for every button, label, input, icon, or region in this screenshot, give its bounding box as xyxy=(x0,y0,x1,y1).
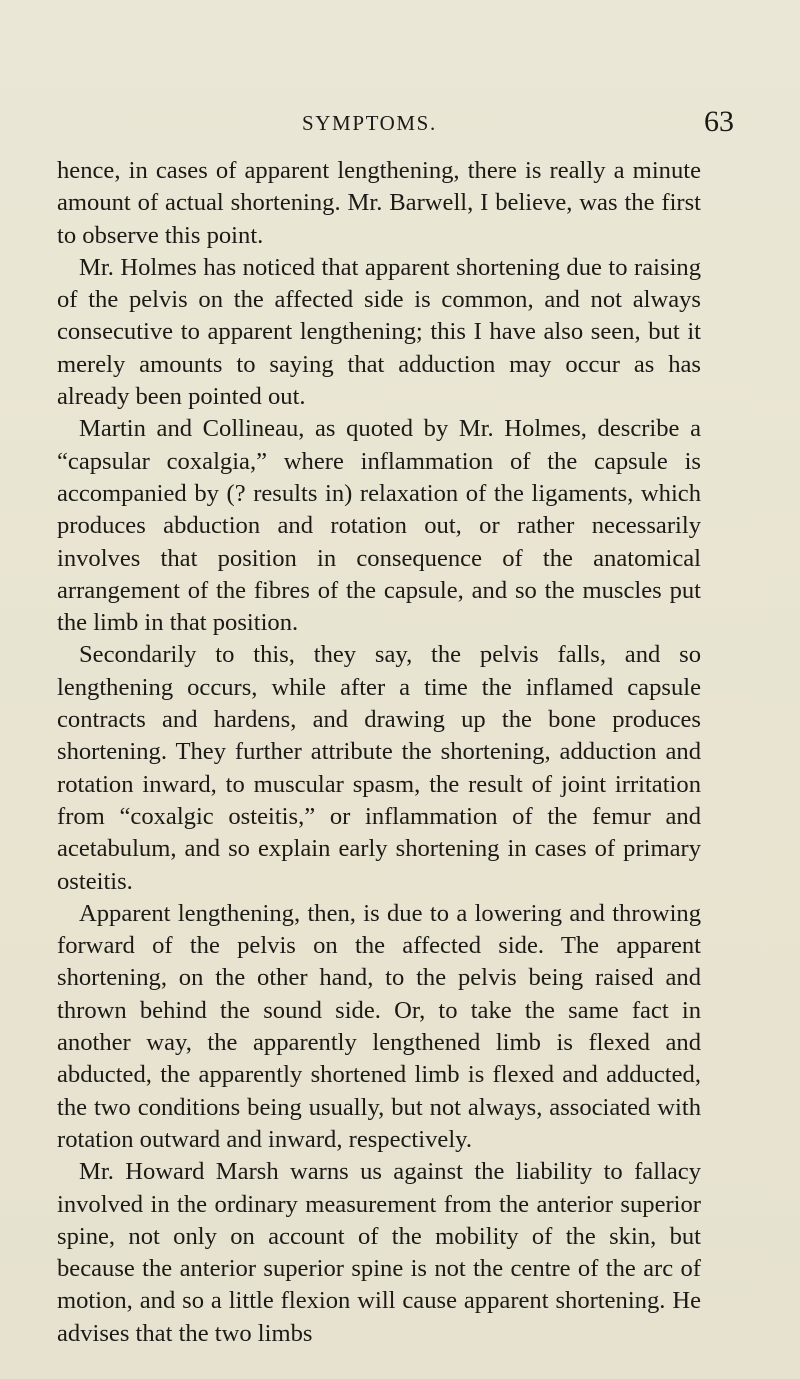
paragraph-howard-marsh: Mr. Howard Marsh warns us against the liability to fallacy involved in the ordinary measurement from the anterior superior spine, not only on account of the mobility of the skin, but because the anterior superior spine is not the centre of the arc of motion, and so a little flexion will cause apparent shortening. He advises that the two limbs xyxy=(57,1158,701,1347)
page-number: 63 xyxy=(704,105,734,138)
paragraph-apparent-lengthening: Apparent lengthening, then, is due to a lowering and throwing forward of the pelvis on the affected side. The apparent shortening, on the other hand, to the pelvis being raised and thrown behind the sound side. Or, to take the same fact in another way, the apparently lengthened limb is flexed and abducted, the apparently shortened limb is flexed and adducted, the two conditions being usually, but not always, associated with rotation outward and inward, respectively. xyxy=(57,899,701,1153)
paragraph-secondarily: Secondarily to this, they say, the pelvis falls, and so lengthening occurs, while after a time the inflamed capsule contracts and hardens, and drawing up the bone produces shortening. They further attribute the shortening, adduction and rotation inward, to muscular spasm, the result of joint irritation from “coxalgic osteitis,” or inflammation of the femur and acetabulum, and so explain early shortening in cases of primary osteitis. xyxy=(57,641,701,895)
body-text xyxy=(57,155,701,1350)
running-title: SYMPTOMS. xyxy=(302,111,437,135)
paragraph-continuation: hence, in cases of apparent lengthening, there is really a minute amount of actual shortening. Mr. Barwell, I believe, was the first to observe this point. xyxy=(57,157,701,249)
paragraph-capsular-coxalgia: Martin and Collineau, as quoted by Mr. Holmes, describe a “capsular coxalgia,” where inflammation of the capsule is accompanied by (? results in) relaxation of the ligaments, which produces abduction and rotation out, or rather necessarily involves that position in consequence of the anatomical arrangement of the fibres of the capsule, and so the muscles put the limb in that position. xyxy=(57,415,701,637)
paragraph-holmes-shortening: Mr. Holmes has noticed that apparent shortening due to raising of the pelvis on the affected side is common, and not always consecutive to apparent lengthening; this I have also seen, but it merely amounts to saying that adduction may occur as has already been pointed out. xyxy=(57,253,701,411)
running-head xyxy=(0,105,800,148)
